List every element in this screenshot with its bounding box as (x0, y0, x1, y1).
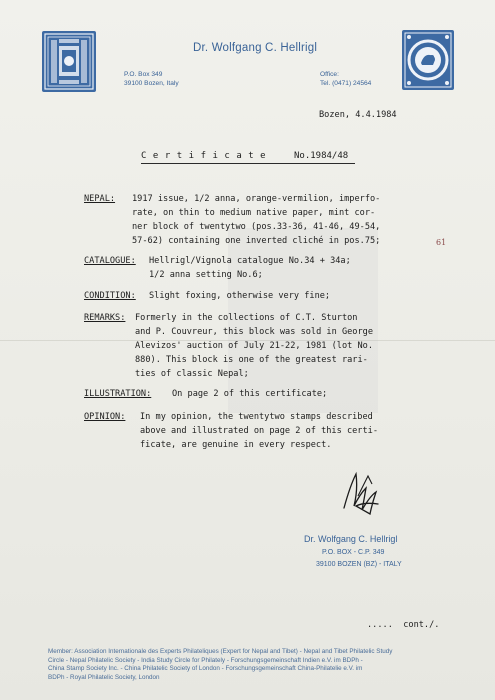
nepal-line: ner block of twentytwo (pos.33-36, 41-46, 49-54, (132, 222, 381, 232)
illustration-text: On page 2 of this certificate; (172, 389, 328, 399)
place-date: Bozen, 4.4.1984 (319, 110, 397, 120)
remarks-line: ties of classic Nepal; (135, 369, 249, 379)
illustration-label: ILLUSTRATION: (84, 389, 152, 399)
remarks-line: Formerly in the collections of C.T. Sturton (135, 313, 358, 323)
footer-membership (48, 648, 468, 682)
stamp-name: Dr. Wolfgang C. Hellrigl (304, 534, 398, 544)
footer-line: Member: Association Internationale des Experts Philateliques (Expert for Nepal and Tibet) - Nepal and Tibet Philatelic Study (48, 648, 393, 655)
continued-note: ..... cont./. (367, 620, 440, 630)
letterhead-office (320, 70, 371, 88)
title-underline (141, 163, 355, 164)
nepal-line: 57-62) containing one inverted cliché in pos.75; (132, 236, 381, 246)
handwritten-pos-note: 61 (436, 238, 447, 247)
office-tel: Tel. (0471) 24564 (320, 80, 372, 87)
stamp-po-box: P.O. BOX - C.P. 349 (322, 549, 385, 556)
footer-line: China Stamp Society Inc. - China Philatelic Society of London - Forschungsgemeinschaft China-Philatelie e.V. im (48, 665, 363, 673)
opinion-label: OPINION: (84, 412, 126, 422)
footer-line: BDPh - Royal Philatelic Society, London (48, 673, 160, 681)
letterhead-name: Dr. Wolfgang C. Hellrigl (193, 42, 318, 54)
certificate-number: No.1984/48 (294, 151, 349, 161)
condition-text: Slight foxing, otherwise very fine; (149, 291, 331, 301)
catalogue-label: CATALOGUE: (84, 256, 136, 266)
nepal-stamp-left-icon (42, 31, 96, 92)
opinion-line: In my opinion, the twentytwo stamps described (140, 412, 373, 422)
footer-line: Circle - Nepal Philatelic Society - India Study Circle for Philately - Forschungsgemeinschaft Indien e.V. im BDPh - (48, 656, 363, 664)
nepal-line: 1917 issue, 1/2 anna, orange-vermilion, imperfo- (132, 194, 381, 204)
po-box: P.O. Box 349 (124, 71, 163, 78)
nepal-label: NEPAL: (84, 194, 116, 204)
remarks-line: Alevizos' auction of July 21-22, 1981 (lot No. (135, 341, 373, 351)
opinion-line: ficate, are genuine in every respect. (140, 440, 332, 450)
city: 39100 Bozen, Italy (124, 80, 179, 87)
remarks-label: REMARKS: (84, 313, 126, 323)
stamp-city: 39100 BOZEN (BZ) - ITALY (316, 561, 402, 568)
letterhead-address (124, 70, 179, 88)
condition-label: CONDITION: (84, 291, 136, 301)
opinion-line: above and illustrated on page 2 of this certi- (140, 426, 378, 436)
catalogue-line: Hellrigl/Vignola catalogue No.34 + 34a; (149, 256, 351, 266)
remarks-line: 880). This block is one of the greatest rari- (135, 355, 368, 365)
handwritten-signature (336, 466, 386, 524)
nepal-line: rate, on thin to medium native paper, mint cor- (132, 208, 376, 218)
office-label: Office: (320, 71, 339, 78)
tibet-stamp-right-icon (402, 30, 454, 90)
certificate-title: Certificate (141, 151, 273, 161)
catalogue-line: 1/2 anna setting No.6; (149, 270, 263, 280)
remarks-line: and P. Couvreur, this block was sold in George (135, 327, 373, 337)
